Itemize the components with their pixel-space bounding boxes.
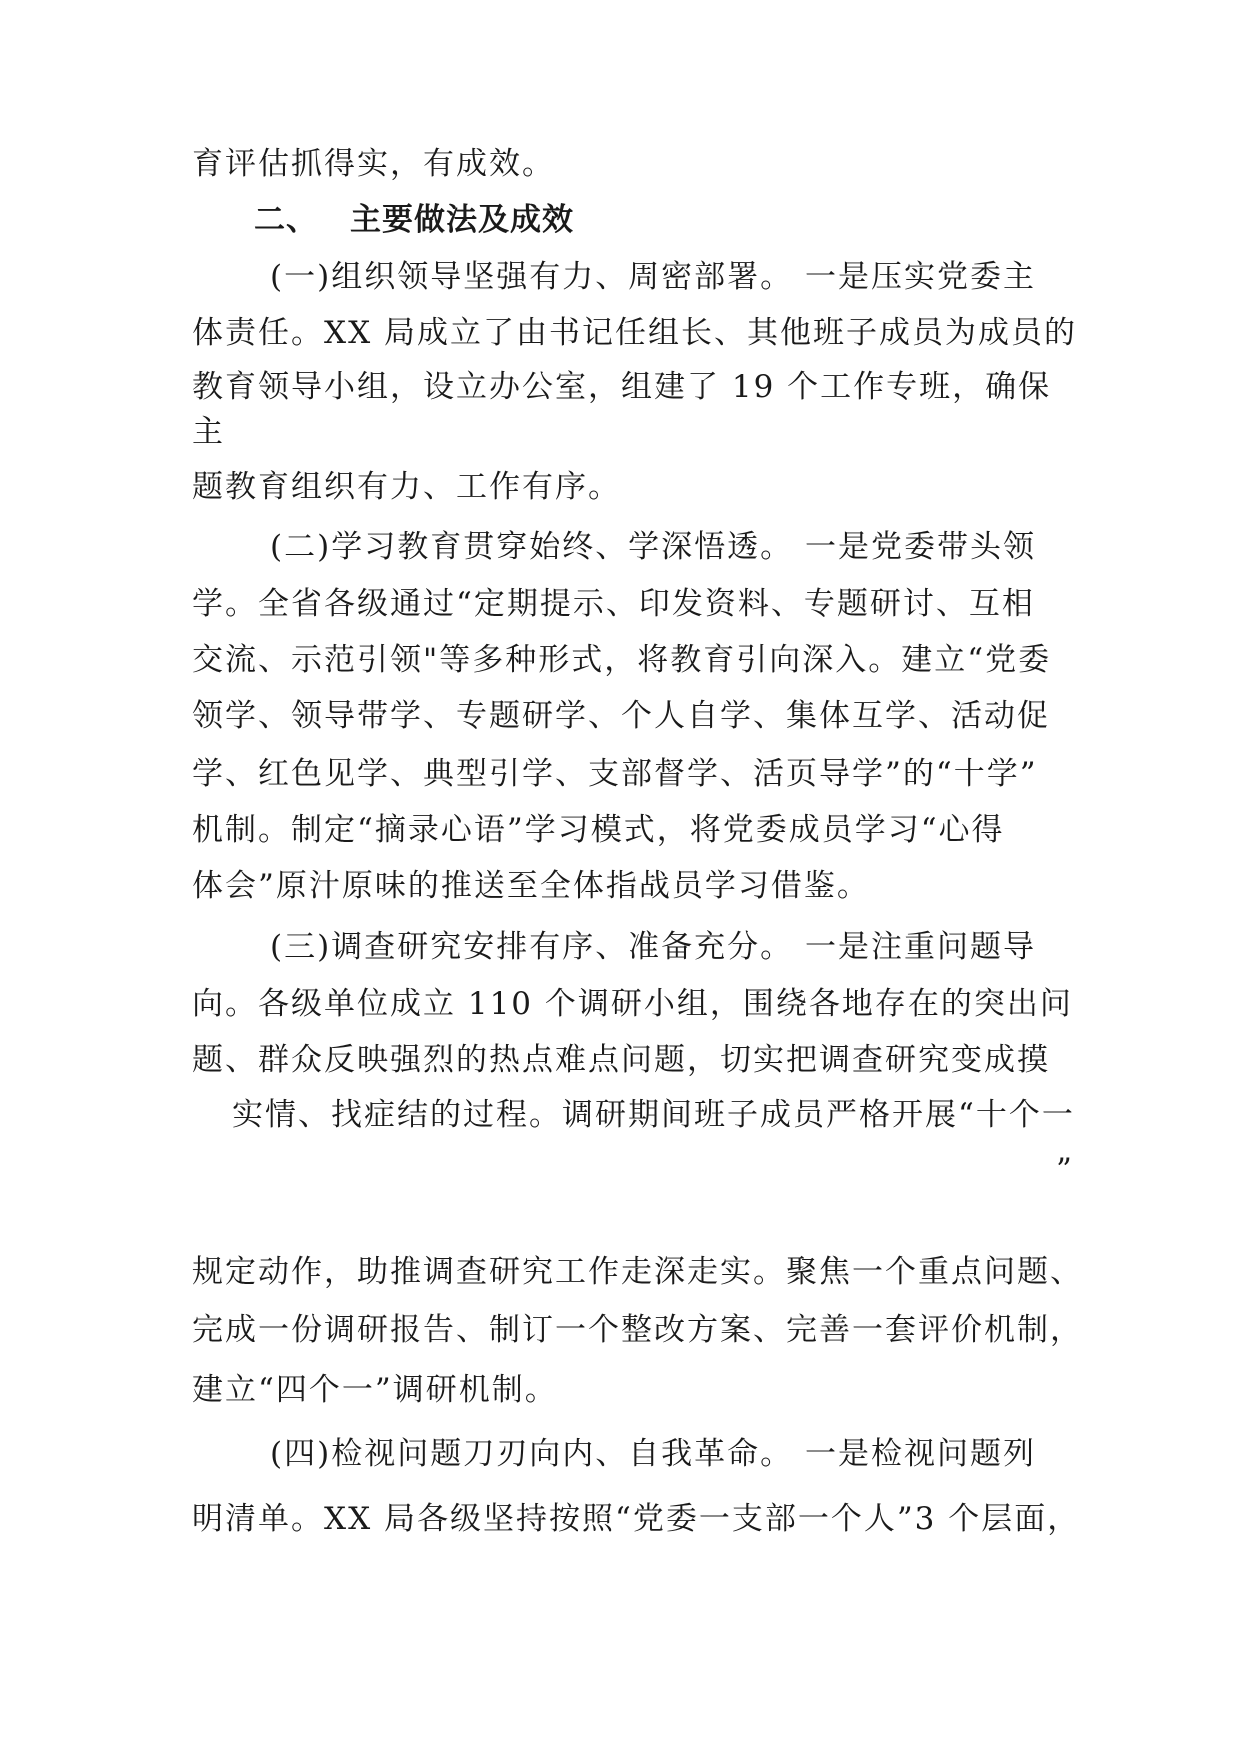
text-line: 向。各级单位成立 110 个调研小组，围绕各地存在的突出问 [192,986,1073,1022]
text-line: (四)检视问题刀刃向内、自我革命。 一是检视问题列 [270,1436,1037,1472]
text-line: 机制。制定“摘录心语”学习模式，将党委成员学习“心得 [192,812,1005,848]
text-line: (一)组织领导坚强有力、周密部署。 一是压实党委主 [270,259,1037,295]
text-line: 明清单。XX 局各级坚持按照“党委一支部一个人”3 个层面， [192,1501,1081,1537]
section-heading [254,198,574,242]
text-line: 主 [192,414,225,450]
text-line: 交流、示范引领"等多种形式，将教育引向深入。建立“党委 [192,642,1052,678]
text-line: 题、群众反映强烈的热点难点问题，切实把调查研究变成摸 [192,1042,1050,1078]
text-line: 体责任。XX 局成立了由书记任组长、其他班子成员为成员的 [192,315,1077,351]
section-title: 主要做法及成效 [350,202,574,238]
text-line: 题教育组织有力、工作有序。 [192,469,621,505]
text-line: (二)学习教育贯穿始终、学深悟透。 一是党委带头领 [270,529,1037,565]
text-line: 实情、找症结的过程。调研期间班子成员严格开展“十个一 [232,1097,1075,1133]
text-line: 建立“四个一”调研机制。 [192,1372,558,1408]
text-line: 教育领导小组，设立办公室，组建了 19 个工作专班，确保 [192,369,1052,405]
text-line: 学。全省各级通过“定期提示、印发资料、专题研讨、互相 [192,586,1035,622]
text-line: 体会”原汁原味的推送至全体指战员学习借鉴。 [192,868,870,904]
section-number: 二、 [254,202,318,238]
text-line: ” [1056,1152,1074,1188]
text-line: 领学、领导带学、专题研学、个人自学、集体互学、活动促 [192,698,1050,734]
text-line: (三)调查研究安排有序、准备充分。 一是注重问题导 [270,929,1037,965]
text-line: 完成一份调研报告、制订一个整改方案、完善一套评价机制， [192,1312,1083,1348]
text-line: 育评估抓得实，有成效。 [192,146,555,182]
text-line: 规定动作，助推调查研究工作走深走实。聚焦一个重点问题、 [192,1254,1083,1290]
text-line: 学、红色见学、典型引学、支部督学、活页导学”的“十学” [192,756,1038,792]
